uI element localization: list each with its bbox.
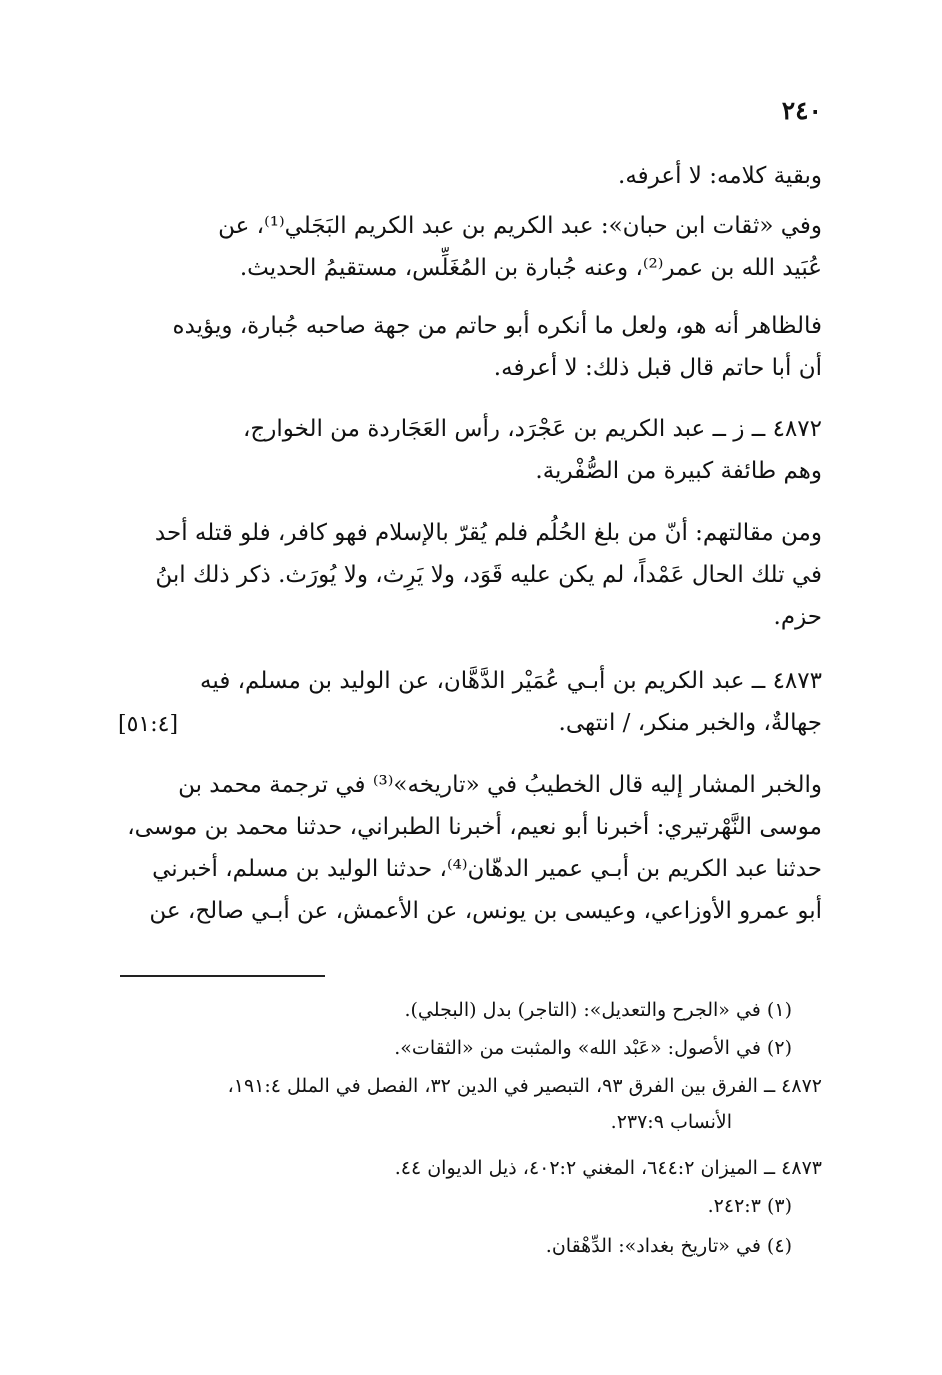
page-number: ٢٤٠ (781, 96, 822, 125)
footnote-4 (112, 1228, 792, 1264)
footnote-line: ٤٨٧٣ ــ الميزان ٦٤٤:٢، المغني ٤٠٢:٢، ذيل الديوان ٤٤. (394, 1157, 822, 1179)
paragraph-line: وهم طائفة كبيرة من الصُّفْرية. (535, 458, 822, 484)
footnote-line: ٤٨٧٢ ــ الفرق بين الفرق ٩٣، التبصير في الدين ٣٢، الفصل في الملل ١٩١:٤، (227, 1075, 822, 1097)
footnote-4873 (142, 1150, 822, 1186)
volume-page-marker: [٥١:٤] (118, 712, 179, 737)
paragraph-3 (122, 305, 822, 389)
entry-4872 (122, 408, 822, 492)
footnote-4872 (112, 1068, 822, 1140)
footnote-2 (112, 1030, 792, 1066)
paragraph-line: أن أبا حاتم قال قبل ذلك: لا أعرفه. (493, 355, 822, 381)
paragraph-line: حزم. (773, 604, 822, 630)
paragraph-line: وفي «ثقات ابن حبان»: عبد الكريم بن عبد الكريم البَجَلي⁽¹⁾، عن (218, 213, 822, 239)
paragraph-line: ومن مقالتهم: أنّ من بلغ الحُلُم فلم يُقرّ بالإسلام فهو كافر، فلو قتله أحد (154, 520, 822, 546)
footnote-3 (112, 1188, 792, 1224)
footnote-line: (٢) في الأصول: «عَبْد الله» والمثبت من «الثقات». (394, 1037, 792, 1059)
footnote-line: (٤) في «تاريخ بغداد»: الدِّهْقان. (545, 1235, 792, 1257)
paragraph-7 (122, 764, 822, 932)
footnote-separator (120, 975, 325, 977)
paragraph-line: حدثنا عبد الكريم بن أبـي عمير الدهّان⁽⁴⁾، حدثنا الوليد بن مسلم، أخبرني (152, 856, 822, 882)
paragraph-line: في تلك الحال عَمْداً، لم يكن عليه قَوَد، ولا يَرِث، ولا يُورَث. ذكر ذلك ابنُ (155, 562, 822, 588)
footnote-1 (112, 992, 792, 1028)
paragraph-1 (122, 155, 822, 197)
paragraph-line: موسى النَّهْرتيري: أخبرنا أبو نعيم، أخبرنا الطبراني، حدثنا محمد بن موسى، (127, 814, 822, 840)
paragraph-2 (122, 205, 822, 289)
paragraph-line: جهالةٌ، والخبر منكر، / انتهى. (558, 710, 822, 736)
paragraph-line: ٤٨٧٣ ــ عبد الكريم بن أبـي عُمَيْر الدَّهَّان، عن الوليد بن مسلم، فيه (200, 668, 822, 694)
entry-4873 (122, 660, 822, 744)
paragraph-line: والخبر المشار إليه قال الخطيبُ في «تاريخه»⁽³⁾ في ترجمة محمد بن (178, 772, 822, 798)
paragraph-line: عُبَيد الله بن عمر⁽²⁾، وعنه جُبارة بن المُغَلِّس، مستقيمُ الحديث. (239, 255, 822, 281)
paragraph-line: وبقية كلامه: لا أعرفه. (618, 163, 822, 189)
footnote-line: (٣) ٢٤٢:٣. (707, 1195, 792, 1217)
footnote-line: الأنساب ٢٣٧:٩. (610, 1111, 732, 1133)
paragraph-line: فالظاهر أنه هو، ولعل ما أنكره أبو حاتم من جهة صاحبه جُبارة، ويؤيده (172, 313, 822, 339)
paragraph-5 (122, 512, 822, 638)
footnote-line: (١) في «الجرح والتعديل»: (التاجر) بدل (البجلي). (404, 999, 792, 1021)
paragraph-line: ٤٨٧٢ ــ ز ــ عبد الكريم بن عَجْرَد، رأس العَجَاردة من الخوارج، (242, 416, 822, 442)
paragraph-line: أبو عمرو الأوزاعي، وعيسى بن يونس، عن الأعمش، عن أبـي صالح، عن (149, 898, 822, 924)
